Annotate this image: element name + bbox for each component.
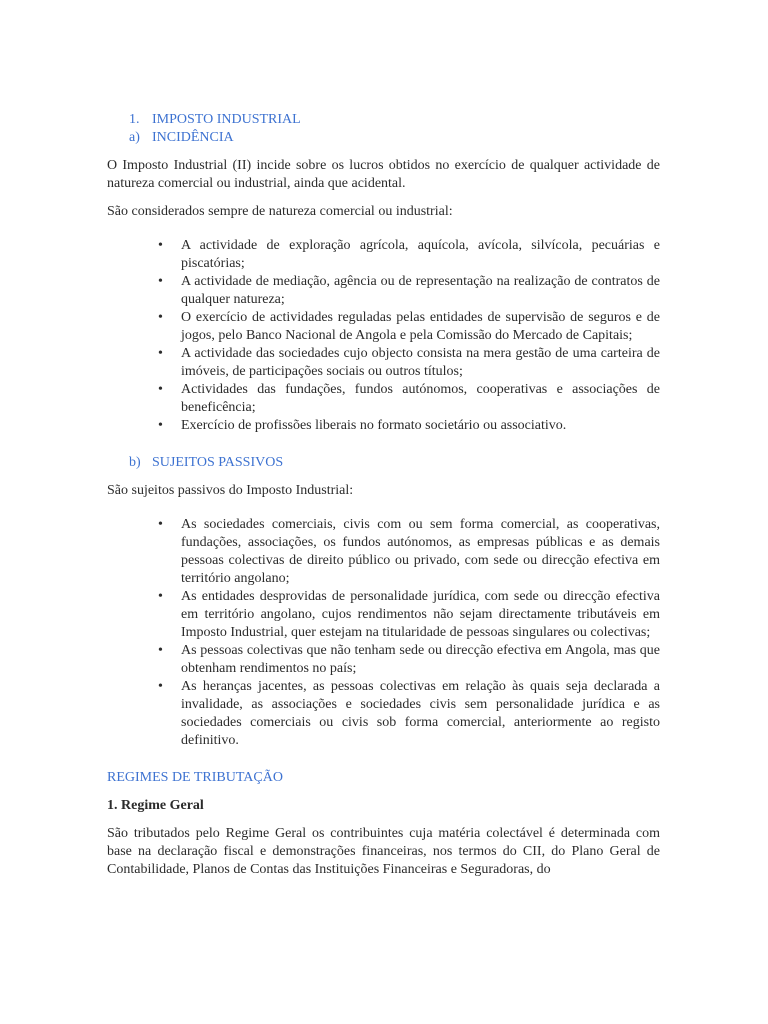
list-item — [158, 516, 660, 588]
subsection-label: b) — [129, 455, 141, 470]
regime-geral-heading: 1. Regime Geral — [107, 798, 204, 813]
list-item — [158, 417, 660, 435]
list-item-text: A actividade de mediação, agência ou de representação na realização de contratos de qualquer natureza; — [181, 274, 660, 307]
subsection-title: SUJEITOS PASSIVOS — [152, 455, 284, 470]
list-item — [158, 309, 660, 345]
lead-paragraph: São sujeitos passivos do Imposto Industrial: — [107, 483, 354, 498]
list-item — [158, 273, 660, 309]
list-item — [158, 237, 660, 273]
section-title: IMPOSTO INDUSTRIAL — [152, 112, 301, 127]
regimes-heading: REGIMES DE TRIBUTAÇÃO — [107, 770, 283, 785]
section-heading-imposto-industrial — [107, 111, 660, 129]
bullet-icon: • — [158, 679, 163, 694]
bullet-icon: • — [158, 589, 163, 604]
regime-geral-paragraph: São tributados pelo Regime Geral os contribuintes cuja matéria colectável é determinada com base na declaração fiscal e demonstrações financeiras, nos termos do CII, do Plano Geral de Contabilidade, Planos de Contas das Instituições Financeiras e Seguradoras, do — [107, 826, 660, 877]
list-item-text: As pessoas colectivas que não tenham sede ou direcção efectiva em Angola, mas que obtenham rendimentos no país; — [181, 643, 660, 676]
bullet-icon: • — [158, 418, 163, 433]
subsection-label: a) — [129, 130, 140, 145]
bullet-icon: • — [158, 346, 163, 361]
bullet-icon: • — [158, 238, 163, 253]
list-item — [158, 678, 660, 750]
section-number: 1. — [129, 112, 140, 127]
list-item-text: O exercício de actividades reguladas pelas entidades de supervisão de seguros e de jogos, pelo Banco Nacional de Angola e pela Comissão do Mercado de Capitais; — [181, 310, 660, 343]
list-item-text: A actividade das sociedades cujo objecto consista na mera gestão de uma carteira de imóveis, de participações sociais ou outros títulos; — [181, 346, 660, 379]
list-item-text: Actividades das fundações, fundos autónomos, cooperativas e associações de beneficência; — [181, 382, 660, 415]
document-content — [107, 111, 660, 879]
subsection-title: INCIDÊNCIA — [152, 130, 234, 145]
incidencia-list — [107, 237, 660, 435]
list-item — [158, 381, 660, 417]
sujeitos-list — [107, 516, 660, 750]
bullet-icon: • — [158, 643, 163, 658]
list-item-text: As sociedades comerciais, civis com ou sem forma comercial, as cooperativas, fundações, associações, os fundos autónomos, as empresas públicas e as demais pessoas colectivas de direito público ou privado, com sede ou direcção efectiva em território angolano; — [181, 517, 660, 586]
list-item — [158, 588, 660, 642]
list-item-text: As heranças jacentes, as pessoas colectivas em relação às quais seja declarada a invalidade, as associações e sociedades civis sem personalidade jurídica e as sociedades comerciais ou civis sob forma comercial, anteriormente ao registo definitivo. — [181, 679, 660, 748]
intro-paragraph: O Imposto Industrial (II) incide sobre os lucros obtidos no exercício de qualquer actividade de natureza comercial ou industrial, ainda que acidental. — [107, 158, 660, 191]
subsection-heading-incidencia — [107, 129, 660, 147]
bullet-icon: • — [158, 382, 163, 397]
list-item — [158, 345, 660, 381]
bullet-icon: • — [158, 274, 163, 289]
subsection-heading-sujeitos-passivos — [107, 454, 660, 472]
list-item-text: A actividade de exploração agrícola, aquícola, avícola, silvícola, pecuárias e piscatórias; — [181, 238, 660, 271]
list-item-text: As entidades desprovidas de personalidade jurídica, com sede ou direcção efectiva em território angolano, cujos rendimentos não sejam directamente tributáveis em Imposto Industrial, quer estejam na titularidade de pessoas singulares ou colectivas; — [181, 589, 660, 640]
list-item-text: Exercício de profissões liberais no formato societário ou associativo. — [181, 418, 567, 433]
lead-paragraph: São considerados sempre de natureza comercial ou industrial: — [107, 204, 453, 219]
bullet-icon: • — [158, 310, 163, 325]
bullet-icon: • — [158, 517, 163, 532]
list-item — [158, 642, 660, 678]
